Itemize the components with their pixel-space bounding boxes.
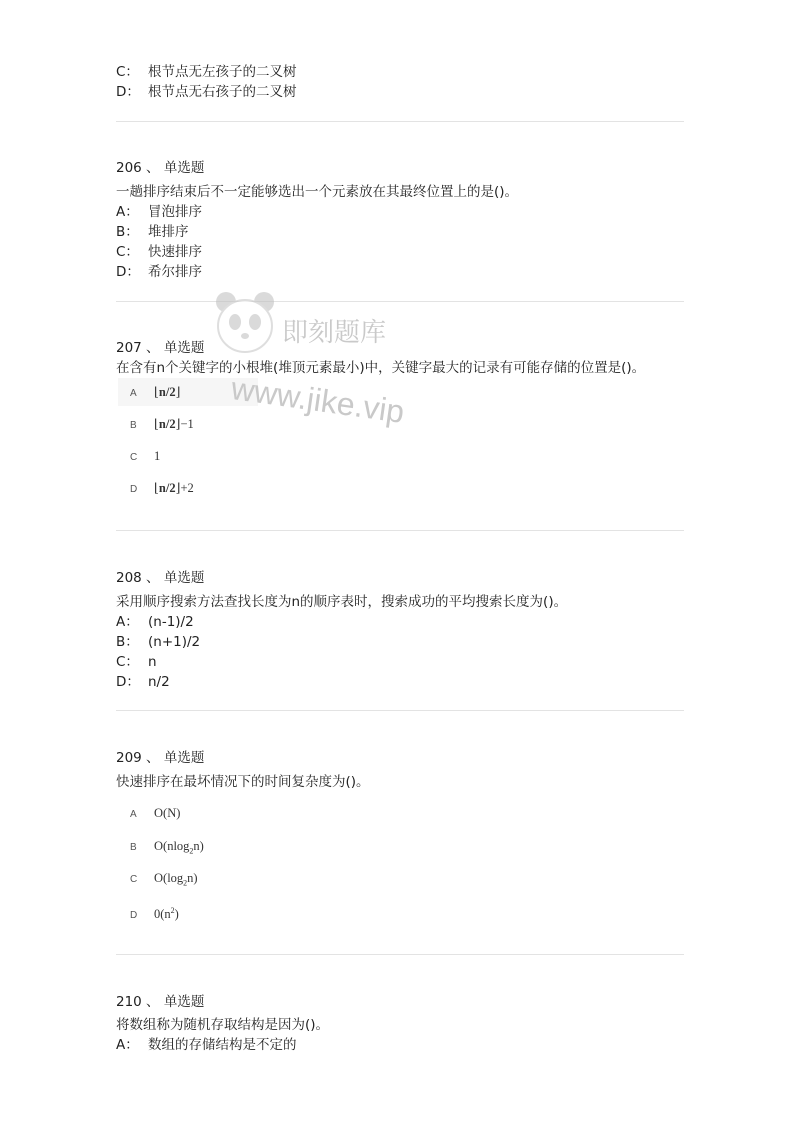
watermark-url: www.jike.vip — [228, 370, 407, 430]
option-key: A： — [116, 204, 139, 220]
option-key: B： — [116, 224, 139, 240]
q205-option-c — [116, 62, 297, 82]
formula-pre: O(log — [154, 871, 184, 885]
option-key: D： — [116, 264, 140, 280]
option-key: C： — [116, 64, 139, 80]
q208-option-a — [116, 612, 194, 632]
option-formula — [154, 481, 194, 495]
option-formula — [154, 839, 204, 856]
option-key: C： — [116, 244, 139, 260]
formula-post: n) — [187, 871, 198, 885]
option-key: B： — [116, 634, 139, 650]
option-formula: O(N) — [154, 806, 181, 820]
option-key: C — [130, 874, 138, 885]
q208-option-b — [116, 632, 200, 652]
q209-stem: 快速排序在最坏情况下的时间复杂度为()。 — [116, 774, 370, 790]
option-key: D — [130, 910, 138, 922]
option-text: 数组的存储结构是不定的 — [148, 1037, 297, 1053]
q207-option-d — [130, 480, 194, 498]
formula-post: n) — [193, 839, 204, 853]
q208-header: 208 、 单选题 — [116, 570, 205, 586]
floor-right: ⌋ — [175, 481, 181, 495]
question-divider — [116, 121, 684, 122]
formula-body: n/2 — [158, 481, 176, 495]
formula-sup: 2 — [170, 906, 175, 915]
option-key: A — [130, 388, 137, 399]
question-divider — [116, 530, 684, 531]
question-divider — [116, 710, 684, 711]
option-key: D： — [116, 674, 140, 690]
option-formula — [154, 907, 179, 921]
formula-pre: 0(n — [154, 907, 171, 922]
floor-right: ⌋ — [175, 417, 181, 431]
question-divider — [116, 301, 684, 302]
q207-option-a — [130, 384, 180, 402]
option-text: (n+1)/2 — [148, 634, 201, 650]
option-key: D： — [116, 84, 140, 100]
q209-option-b — [130, 838, 204, 860]
floor-left: ⌊ — [154, 385, 159, 399]
q208-option-c — [116, 652, 157, 672]
option-text: 根节点无右孩子的二叉树 — [148, 84, 297, 100]
q210-option-a — [116, 1035, 297, 1055]
q207-option-b — [130, 416, 194, 434]
option-key: A： — [116, 1037, 139, 1053]
option-text: 冒泡排序 — [148, 204, 202, 220]
q206-option-c — [116, 242, 202, 262]
option-text: 希尔排序 — [148, 264, 202, 280]
q206-option-a — [116, 202, 202, 222]
option-text: n — [148, 654, 157, 670]
q209-option-d — [130, 903, 179, 924]
option-key: B — [130, 420, 137, 431]
option-formula — [154, 417, 194, 431]
formula-body: n/2 — [158, 417, 176, 431]
option-formula — [154, 385, 180, 399]
floor-right: ⌋ — [175, 385, 181, 399]
question-divider — [116, 954, 684, 955]
q208-stem: 采用顺序搜索方法查找长度为n的顺序表时，搜索成功的平均搜索长度为()。 — [116, 594, 568, 610]
option-key: B — [130, 842, 137, 853]
q209-option-a — [130, 805, 180, 823]
option-text: n/2 — [148, 674, 170, 690]
option-text: (n-1)/2 — [148, 614, 194, 630]
floor-left: ⌊ — [154, 481, 159, 495]
q207-stem: 在含有n个关键字的小根堆(堆顶元素最小)中，关键字最大的记录有可能存储的位置是()。 — [116, 360, 646, 376]
option-text: 根节点无左孩子的二叉树 — [148, 64, 297, 80]
formula-body: 1 — [154, 449, 161, 463]
option-key: A — [130, 809, 137, 820]
formula-sub: 2 — [183, 878, 188, 888]
q206-header: 206 、 单选题 — [116, 160, 205, 176]
formula-pre: O(nlog — [154, 839, 190, 853]
q206-option-b — [116, 222, 189, 242]
q209-option-c — [130, 870, 198, 892]
formula-body: n/2 — [158, 385, 176, 399]
option-formula — [154, 449, 160, 463]
q206-option-d — [116, 262, 202, 282]
option-key: D — [130, 484, 138, 495]
q205-option-d — [116, 82, 297, 102]
option-formula — [154, 871, 198, 888]
option-text: 堆排序 — [148, 224, 189, 240]
q209-header: 209 、 单选题 — [116, 750, 205, 766]
q210-stem: 将数组称为随机存取结构是因为()。 — [116, 1017, 330, 1033]
option-key: C — [130, 452, 138, 463]
q207-option-c — [130, 448, 160, 466]
option-key: A： — [116, 614, 139, 630]
q208-option-d — [116, 672, 170, 692]
q206-stem: 一趟排序结束后不一定能够选出一个元素放在其最终位置上的是()。 — [116, 184, 519, 200]
formula-tail: +2 — [180, 481, 194, 495]
watermark-brand: 即刻题库 — [282, 317, 387, 347]
option-key: C： — [116, 654, 139, 670]
q210-header: 210 、 单选题 — [116, 994, 205, 1010]
floor-left: ⌊ — [154, 417, 159, 431]
option-text: 快速排序 — [148, 244, 202, 260]
formula-tail: −1 — [180, 417, 194, 431]
q207-header: 207 、 单选题 — [116, 340, 205, 356]
formula-sub: 2 — [189, 846, 194, 856]
formula-post: ) — [174, 907, 179, 922]
